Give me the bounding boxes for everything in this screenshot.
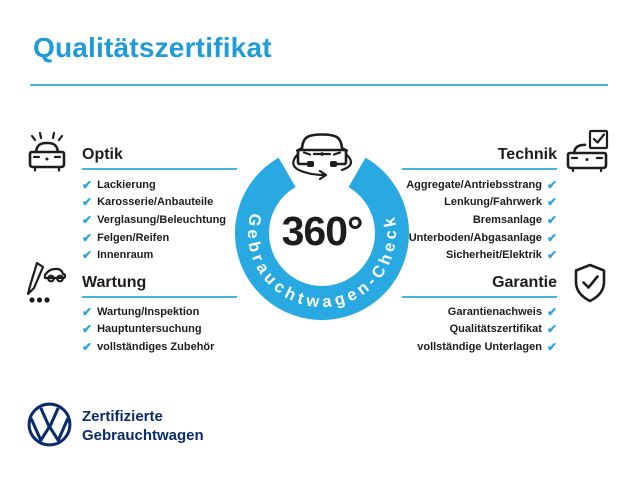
check-icon: ✔	[82, 248, 93, 263]
page-title: Qualitätszertifikat	[33, 32, 272, 63]
check-icon: ✔	[546, 212, 557, 227]
section-title-technik: Technik	[497, 146, 557, 163]
check-item	[82, 303, 214, 321]
check-icon: ✔	[82, 230, 93, 245]
check-item	[417, 321, 557, 339]
garantie-checklist	[417, 303, 557, 356]
section-title-optik: Optik	[82, 146, 123, 163]
check-icon: ✔	[546, 304, 557, 319]
brand-wordmark	[82, 407, 204, 445]
check-item-label: Karosserie/Anbauteile	[97, 196, 214, 209]
check-item-label: Aggregate/Antriebsstrang	[406, 178, 542, 191]
check-item-label: Innenraum	[97, 249, 154, 262]
section-rule-technik	[402, 168, 557, 170]
brand-line-2: Gebrauchtwagen	[82, 427, 204, 444]
shield-check-icon	[567, 261, 613, 307]
check-item	[406, 176, 557, 194]
check-item-label: vollständiges Zubehör	[97, 340, 215, 353]
car-rotation-icon	[284, 122, 360, 180]
vw-logo	[26, 401, 73, 448]
check-icon: ✔	[546, 230, 557, 245]
check-item-label: Bremsanlage	[472, 213, 542, 226]
check-icon: ✔	[82, 177, 93, 192]
check-item	[82, 321, 214, 339]
check-icon: ✔	[82, 212, 93, 227]
check-item-label: Hauptuntersuchung	[97, 323, 202, 336]
check-icon: ✔	[82, 304, 93, 319]
shiny-car-icon	[24, 131, 70, 177]
check-item-label: Qualitätszertifikat	[449, 323, 542, 336]
check-item-label: Wartung/Inspektion	[97, 305, 200, 318]
check-item	[406, 229, 557, 247]
wartung-checklist	[82, 303, 214, 356]
degrees-label: 360°	[281, 208, 363, 254]
check-item-label: Garantienachweis	[447, 305, 542, 318]
check-item-label: Unterboden/Abgasanlage	[408, 231, 542, 244]
check-icon: ✔	[82, 195, 93, 210]
section-title-wartung: Wartung	[82, 274, 147, 291]
check-item	[417, 338, 557, 356]
section-rule-optik	[82, 168, 237, 170]
check-item	[406, 194, 557, 212]
check-item-label: Felgen/Reifen	[97, 231, 170, 244]
car-checkbox-icon	[564, 128, 610, 174]
check-item-label: Lenkung/Fahrwerk	[444, 196, 542, 209]
section-rule-garantie	[402, 296, 557, 298]
optik-checklist	[82, 176, 226, 264]
check-item	[406, 246, 557, 264]
check-icon: ✔	[546, 195, 557, 210]
check-item	[82, 176, 226, 194]
check-item-label: vollständige Unterlagen	[417, 340, 542, 353]
check-item-label: Sicherheit/Elektrik	[445, 249, 542, 262]
brand-line-1: Zertifizierte	[82, 408, 163, 425]
ring-label: Gebrauchtwagen-Check	[243, 212, 401, 312]
check-icon: ✔	[82, 322, 93, 337]
check-icon: ✔	[546, 339, 557, 354]
service-record-icon	[24, 259, 70, 305]
check-icon: ✔	[546, 177, 557, 192]
title-divider	[30, 84, 608, 86]
check-item-label: Lackierung	[97, 178, 156, 191]
section-title-garantie: Garantie	[492, 274, 557, 291]
check-item-label: Verglasung/Beleuchtung	[97, 213, 227, 226]
check-item	[82, 229, 226, 247]
check-icon: ✔	[546, 322, 557, 337]
check-icon: ✔	[82, 339, 93, 354]
check-item	[82, 211, 226, 229]
check-item	[82, 246, 226, 264]
check-item	[406, 211, 557, 229]
check-item	[417, 303, 557, 321]
technik-checklist	[406, 176, 557, 264]
check-icon: ✔	[546, 248, 557, 263]
check-item	[82, 194, 226, 212]
check-item	[82, 338, 214, 356]
section-rule-wartung	[82, 296, 237, 298]
